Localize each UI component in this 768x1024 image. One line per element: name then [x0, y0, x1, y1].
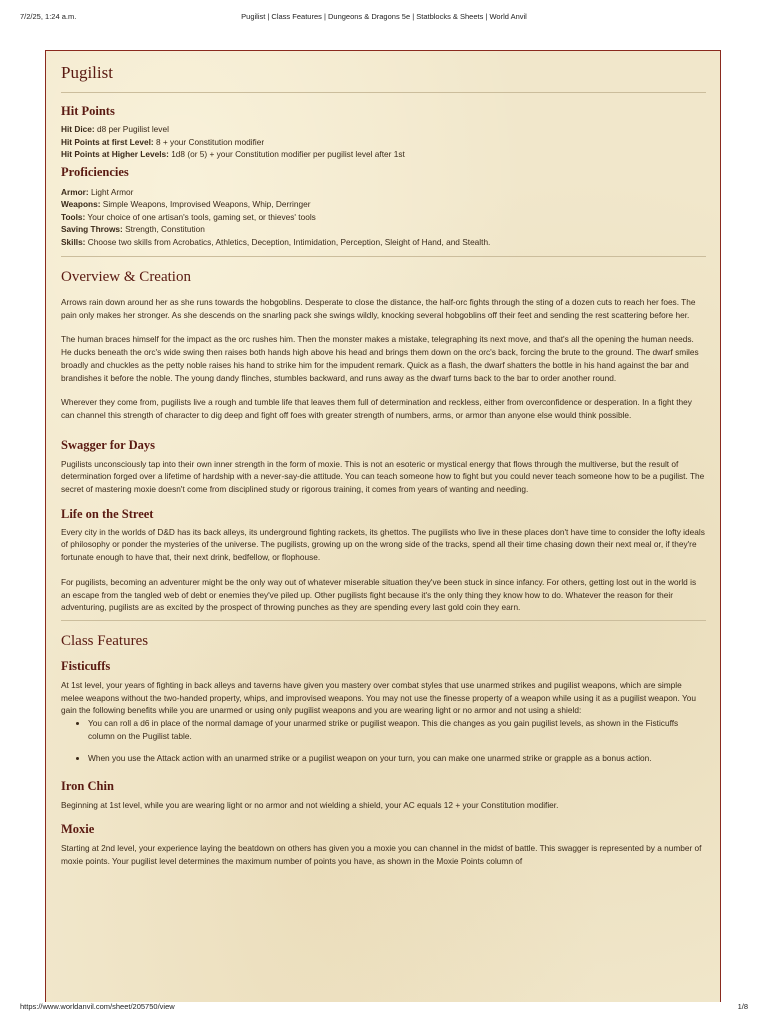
- hit-points-heading: Hit Points: [61, 104, 115, 118]
- fisticuffs-heading: Fisticuffs: [61, 658, 111, 673]
- overview-paragraph: Wherever they come from, pugilists live a rough and tumble life that leaves them full of determination and reckless, either from overconfidence or desperation. In a fight they can channel this strength of character to dig deep and fight off foes with greater strength of numbers, arms, or armor than anyone else would think possible.: [61, 397, 692, 420]
- page-url: https://www.worldanvil.com/sheet/205750/view: [20, 1002, 175, 1011]
- overview-paragraph: Arrows rain down around her as she runs towards the hobgoblins. Desperate to close the distance, the half-orc fights through the sting of a dozen cuts to reach her foes. The pain only makes her stronger. As she descends on the snarling pack she swings wildly, knocking several hobgoblins off their feet and sending the rest scattering before her.: [61, 297, 696, 320]
- print-footer: [0, 1002, 768, 1014]
- stat-row: [61, 198, 706, 211]
- stat-label: Skills:: [61, 236, 86, 247]
- stat-row: [61, 236, 706, 249]
- swagger-paragraph: Pugilists unconsciously tap into their own inner strength in the form of moxie. This is not an esoteric or mystical energy that flows through the multiverse, but the result of determination forged over a lifetime of hardship with a never-say-die attitude. You can teach someone how to fight but you could never teach someone how to be a pugilist. The secret of mastering moxie doesn't come from disciplined study or rigorous training, it comes from years of wanting and needing.: [61, 458, 705, 495]
- hit-points-block: [61, 123, 706, 161]
- street-paragraph: Every city in the worlds of D&D has its back alleys, its underground fighting rackets, its ghettos. The pugilists who live in these places don't have time to consider the lofty ideals of philosophy or ponder the mysteries of the universe. The pugilists, growing up on the wrong side of the tracks, spend all their time chasing down their next meal or, if they're fortunate enough to have that, their next drink, bedfellow, or flophouse.: [61, 526, 705, 563]
- divider: [61, 620, 706, 621]
- stat-label: Hit Dice:: [61, 124, 95, 134]
- stat-value: d8 per Pugilist level: [94, 124, 169, 134]
- stat-value: Simple Weapons, Improvised Weapons, Whip, Derringer: [100, 199, 311, 209]
- stat-value: Strength, Constitution: [122, 224, 205, 234]
- swagger-heading: Swagger for Days: [61, 437, 155, 452]
- stat-label: Tools:: [61, 211, 86, 222]
- proficiencies-block: [61, 186, 706, 249]
- stat-label: Armor:: [61, 186, 89, 197]
- stat-row: [61, 223, 706, 236]
- character-sheet: [45, 50, 721, 1002]
- stat-label: Hit Points at Higher Levels:: [61, 149, 169, 159]
- fisticuffs-paragraph: At 1st level, your years of fighting in back alleys and taverns have given you mastery over combat styles that use unarmed strikes and pugilist weapons, which are simple melee weapons without the two-handed property, whips, and improvised weapons. You may not use the finesse property of a weapon while using it as a pugilist weapon. You gain the following benefits while you are unarmed or using only pugilist weapons and you are wearing light or no armor and not using a shield:: [61, 679, 696, 716]
- street-heading: Life on the Street: [61, 506, 154, 521]
- page-number: 1/8: [737, 1002, 748, 1011]
- print-date: 7/2/25, 1:24 a.m.: [20, 12, 77, 21]
- stat-value: Choose two skills from Acrobatics, Athletics, Deception, Intimidation, Perception, Sleight of Hand, and Stealth.: [85, 236, 491, 247]
- overview-paragraph: The human braces himself for the impact as the orc rushes him. Then the monster makes a mistake, telegraphing its next move, and that's all the opening the human needs. He ducks beneath the orc's wide swing then raises both hands high above his head and brings them down on the orc's back, forcing the brute to the ground. The dwarf smiles broadly and chuckles as the petty noble raises his hand to strike him for the impudent remark. Quick as a flash, the dwarf shatters the bottle in his hand against the bar and brandishes it before the noble. The young dandy flinches, stumbles backward, and runs away as the dwarf turns back to the bar to order another round.: [61, 334, 699, 383]
- class-features-heading: Class Features: [61, 632, 149, 649]
- divider: [61, 256, 706, 257]
- list-item: • You can roll a d6 in place of the normal damage of your unarmed strike or pugilist weapon. This die changes as you gain pugilist levels, as shown in the Fisticuffs column on the Pugilist table.: [88, 717, 706, 742]
- stat-value: Your choice of one artisan's tools, gaming set, or thieves' tools: [85, 211, 316, 222]
- print-page-title: Pugilist | Class Features | Dungeons & Dragons 5e | Statblocks & Sheets | World Anvil: [241, 12, 527, 21]
- stat-label: Saving Throws:: [61, 224, 123, 234]
- divider: [61, 92, 706, 93]
- stat-row: [61, 211, 706, 224]
- fisticuffs-benefits-list: [61, 717, 706, 765]
- stat-row: [61, 123, 706, 136]
- stat-row: [61, 186, 706, 199]
- stat-label: Hit Points at first Level:: [61, 136, 154, 147]
- moxie-heading: Moxie: [61, 821, 95, 836]
- iron-chin-paragraph: Beginning at 1st level, while you are wearing light or no armor and not wielding a shield, your AC equals 12 + your Constitution modifier.: [61, 800, 559, 811]
- moxie-paragraph: Starting at 2nd level, your experience laying the beatdown on others has given you a moxie you can channel in the midst of battle. This swagger is represented by a number of moxie points. Your pugilist level determines the maximum number of points you have, as shown in the Moxie Points column of: [61, 842, 702, 866]
- stat-value: Light Armor: [88, 186, 134, 197]
- stat-label: Weapons:: [61, 199, 101, 209]
- stat-value: 8 + your Constitution modifier: [153, 136, 265, 147]
- proficiencies-heading: Proficiencies: [61, 164, 129, 179]
- page-title: Pugilist: [61, 63, 113, 82]
- iron-chin-heading: Iron Chin: [61, 779, 114, 794]
- stat-row: [61, 148, 706, 161]
- stat-row: [61, 136, 706, 149]
- print-header: [0, 12, 768, 24]
- street-paragraph: For pugilists, becoming an adventurer might be the only way out of whatever miserable situation they've been stuck in since infancy. For others, getting lost out in the world is an escape from the tangled web of debt or enemies they've piled up. Other pugilists fight because it's the only thing they know how to do. Whatever the reason for their adventuring, pugilists are as excited by the prospect of throwing punches as they are spending every last gold coin they earn.: [61, 576, 697, 613]
- overview-heading: Overview & Creation: [61, 269, 191, 285]
- stat-value: 1d8 (or 5) + your Constitution modifier per pugilist level after 1st: [168, 149, 405, 159]
- list-item: • When you use the Attack action with an unarmed strike or a pugilist weapon on your turn, you can make one unarmed strike or grapple as a bonus action.: [88, 752, 706, 765]
